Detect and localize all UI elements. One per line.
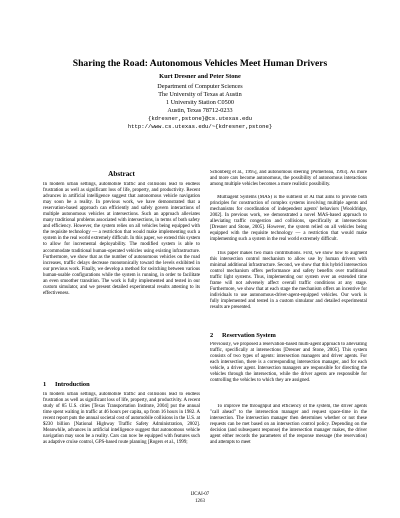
paper-authors: Kurt Dresner and Peter Stone <box>159 73 241 80</box>
mas-paragraph: Multiagent Systems (MAS) is the subfield of AI that aims to provide both principles for construction of complex systems involving multiple agents and mechanisms for coordination of independent agents' behaviors [Wooldridge, 2002]. In previous work, we demonstrated a novel MAS-based approach to alleviating traffic congestion and collisions, specifically at intersections [Dresner and Stone, 2005]. However, the system relied on all vehicles being equipped with the requisite technology — a restriction that would make implementing such a system in the real world extremely difficult. <box>210 195 367 243</box>
intro-continued-paragraph: Schonberg et al., 1995], and autonomous steering [Pomerleau, 1993]. As more and more cars become autonomous, the possibility of autonomous interactions among multiple vehicles becomes a more realistic possibility. <box>210 170 367 188</box>
affiliation-univ: The University of Texas at Austin <box>158 91 242 98</box>
abstract-text: In modern urban settings, automobile traffic and collisions lead to endless frustration as well as significant loss of life, property, and productivity. Recent advances in artificial intelligence suggest that autonomous vehicle navigation may soon be a reality. In previous work, we have demonstrated that a reservation-based approach can efficiently and safely govern interactions of multiple autonomous vehicles at intersections. Such an approach alleviates many traditional problems associated with intersections, in terms of both safety and efficiency. However, the system relies on all vehicles being equipped with the requisite technology — a restriction that would make implementing such a system in the real world extremely difficult. In this paper, we extend this system to allow for incremental deployability. The modified system is able to accommodate traditional human-operated vehicles using existing infrastructure. Furthermore, we show that as the number of autonomous vehicles on the road increases, traffic delays decrease monotonically toward the levels exhibited in our previous work. Finally, we develop a method for switching between various human-usable configurations while the system is running, in order to facilitate an even smoother transition. The work is fully implemented and tested in our custom simulator, and we present detailed experimental results attesting to its effectiveness. <box>43 182 200 296</box>
contributions-paragraph: This paper makes two main contributions. First, we show how to augment this intersection control mechanism to allow use by human drivers with minimal additional infrastructure. Second, we show that this hybrid intersection control mechanism offers performance and safety benefits over traditional traffic light systems. Thus, implementing our system over an extended time frame will not adversely affect overall traffic conditions at any stage. Furthermore, we show that at each stage the mechanism offers an incentive for individuals to use autonomous-driver-agent-equipped vehicles. Our work is fully implemented and tested in a custom simulator and detailed experimental results are presented. <box>210 251 367 311</box>
section-title: Reservation System <box>222 332 276 339</box>
paper-title: Sharing the Road: Autonomous Vehicles Meet Human Drivers <box>72 58 328 69</box>
introduction-text: In modern urban settings, automobile traffic and collisions lead to endless frustration as well as significant loss of life, property, and productivity. A recent study of 85 U.S. cities [Texas Transportation Institute, 2004] put the annual time spent waiting in traffic at 46 hours per capita, up from 16 hours in 1982. A recent report puts the annual societal cost of automobile collisions in the U.S. at $230 billion [National Highway Traffic Safety Administration, 2002]. Meanwhile, advances in artificial intelligence suggest that autonomous vehicle navigation may soon be a reality. Cars can now be equipped with features such as adaptive cruise control, GPS-based route planning [Rogers et al., 1999; <box>43 392 200 446</box>
venue-footer: IJCAI-07 <box>190 492 210 497</box>
section-title: Introduction <box>55 381 90 388</box>
affiliation-address2: Austin, Texas 78712-0233 <box>167 107 233 114</box>
reservation-paragraph-2: To improve the throughput and efficiency of the system, the driver agents "call ahead" to the intersection manager and request space-time in the intersection. The intersection manager then determines whether or not these requests can be met based on an intersection control policy. Depending on the decision (and subsequent response) the intersection manager makes, the driver agent either records the parameters of the response message (the reservation) and attempts to meet <box>210 404 367 446</box>
affiliation-address1: 1 University Station C0500 <box>166 99 234 106</box>
author-homepage: http://www.cs.utexas.edu/~{kdresner,pstone} <box>127 123 273 130</box>
author-email: {kdresner,pstone}@cs.utexas.edu <box>147 115 253 122</box>
reservation-paragraph-1: Previously, we proposed a reservation-based multi-agent approach to alleviating traffic, specifically at intersections [Dresner and Stone, 2005]. This system consists of two types of agents: intersection managers and driver agents. For each intersection, there is a corresponding intersection manager, and for each vehicle, a driver agent. Intersection managers are responsible for directing the vehicles through the intersection, while the driver agents are responsible for controlling the vehicles to which they are assigned. <box>210 342 367 384</box>
affiliation-dept: Department of Computer Sciences <box>157 83 243 90</box>
abstract-heading: Abstract <box>108 170 135 178</box>
section-number: 1 <box>43 381 47 388</box>
section-reservation-heading <box>210 332 367 340</box>
section-number: 2 <box>210 332 214 339</box>
section-introduction-heading <box>43 381 200 389</box>
page-number: 1263 <box>195 499 205 504</box>
